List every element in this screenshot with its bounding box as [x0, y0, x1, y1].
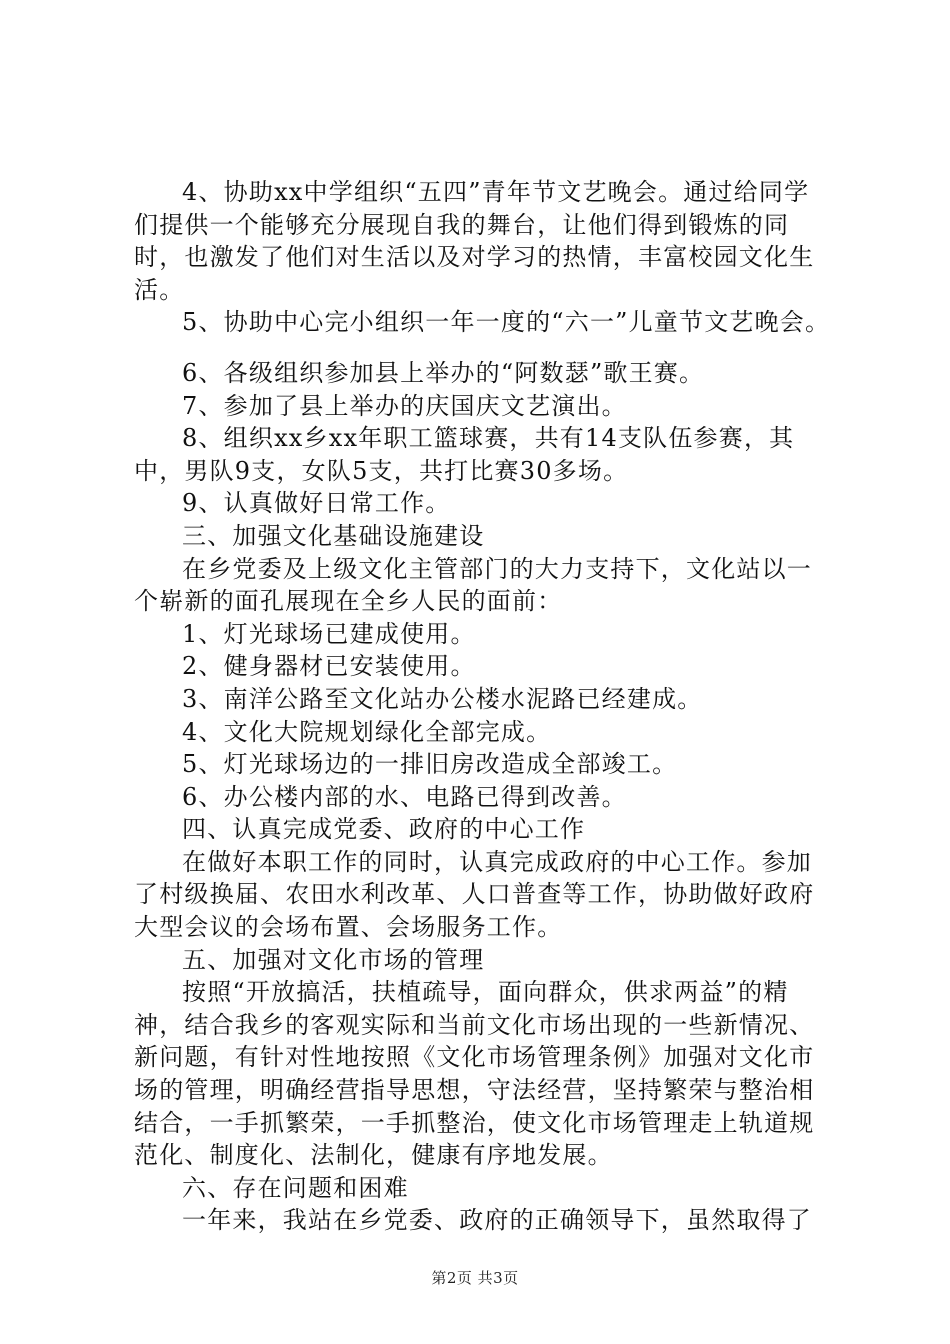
facility-item-2: 2、健身器材已安装使用。 [182, 652, 476, 681]
paragraph-item-4: 4、协助xx中学组织“五四”青年节文艺晚会。通过给同学们提供一个能够充分展现自我的舞台，让他们得到锻炼的同时，也激发了他们对生活以及对学习的热情，丰富校园文化生活。 [134, 178, 815, 304]
page-number-footer: 第2页 共3页 [431, 1269, 519, 1287]
section-heading-5: 五、加强对文化市场的管理 [182, 945, 485, 974]
paragraph-item-7: 7、参加了县上举办的庆国庆文艺演出。 [182, 391, 627, 420]
facility-item-3: 3、南洋公路至文化站办公楼水泥路已经建成。 [182, 684, 703, 713]
paragraph-central-work: 在做好本职工作的同时，认真完成政府的中心工作。参加了村级换届、农田水利改革、人口普查等工作，协助做好政府大型会议的会场布置、会场服务工作。 [134, 847, 815, 942]
section-heading-3: 三、加强文化基础设施建设 [182, 521, 485, 550]
paragraph-problems: 一年来，我站在乡党委、政府的正确领导下，虽然取得了 [182, 1206, 812, 1235]
section-heading-6: 六、存在问题和困难 [182, 1173, 409, 1202]
facility-item-5: 5、灯光球场边的一排旧房改造成全部竣工。 [182, 750, 678, 779]
paragraph-item-6: 6、各级组织参加县上举办的“阿数瑟”歌王赛。 [182, 358, 705, 387]
facility-item-1: 1、灯光球场已建成使用。 [182, 619, 476, 648]
paragraph-market-management: 按照“开放搞活，扶植疏导，面向群众，供求两益”的精神，结合我乡的客观实际和当前文化市场出现的一些新情况、新问题，有针对性地按照《文化市场管理条例》加强对文化市场的管理，明确经营指导思想，守法经营，坚持繁荣与整治相结合，一手抓繁荣，一手抓整治，使文化市场管理走上轨道规范化、制度化、法制化，健康有序地发展。 [134, 978, 815, 1170]
facility-item-4: 4、文化大院规划绿化全部完成。 [182, 717, 552, 746]
paragraph-item-5: 5、协助中心完小组织一年一度的“六一”儿童节文艺晚会。 [182, 308, 831, 337]
section-heading-4: 四、认真完成党委、政府的中心工作 [182, 815, 586, 844]
paragraph-facilities-intro: 在乡党委及上级文化主管部门的大力支持下，文化站以一个崭新的面孔展现在全乡人民的面前： [134, 554, 812, 616]
document-body [134, 176, 834, 1237]
facility-item-6: 6、办公楼内部的水、电路已得到改善。 [182, 782, 627, 811]
paragraph-item-8: 8、组织xx乡xx年职工篮球赛，共有14支队伍参赛，其中，男队9支，女队5支，共打比赛30多场。 [134, 424, 795, 485]
paragraph-item-9: 9、认真做好日常工作。 [182, 489, 451, 518]
